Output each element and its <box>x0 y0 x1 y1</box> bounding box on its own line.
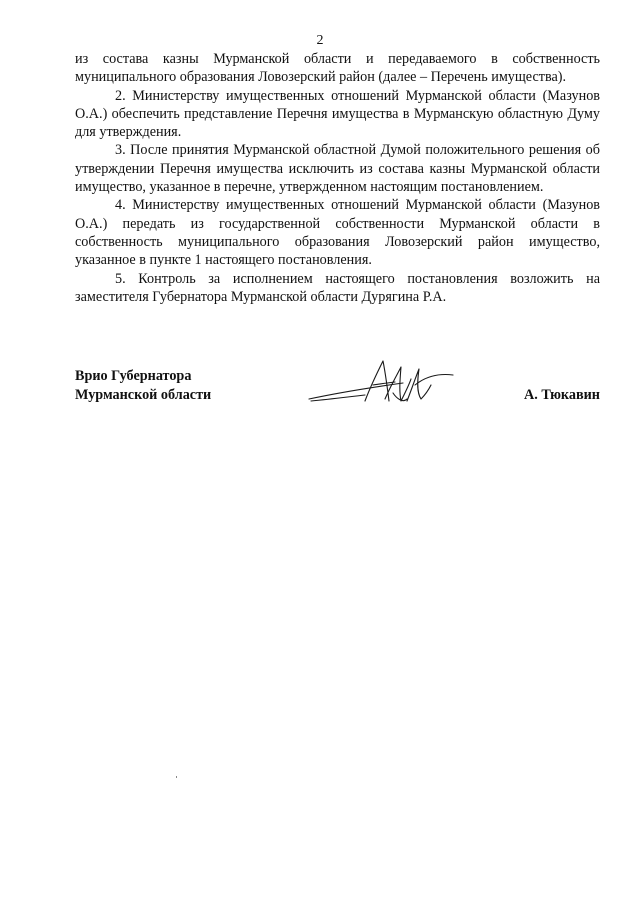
page-number: 2 <box>316 33 324 48</box>
paragraph-item-3: 3. После принятия Мурманской областной Думой положительного решения об утверждении Перечня имущества исключить из состава казны Мурманской области имущество, указанное в перечне, утвержденном настоящим постановлением. <box>75 142 600 196</box>
paragraph-item-4: 4. Министерству имущественных отношений Мурманской области (Мазунов О.А.) передать из государственной собственности Мурманской области в собственность муниципального образования Ловозерский район имущество, указанное в пункте 1 настоящего постановления. <box>75 197 600 269</box>
paragraph-item-5: 5. Контроль за исполнением настоящего постановления возложить на заместителя Губернатора Мурманской области Дурягина Р.А. <box>75 270 600 305</box>
signature-block <box>75 367 600 417</box>
document-body <box>75 50 600 306</box>
handwritten-signature <box>307 355 467 415</box>
paragraph-item-2: 2. Министерству имущественных отношений Мурманской области (Мазунов О.А.) обеспечить представление Перечня имущества в Мурманскую областную Думу для утверждения. <box>75 87 600 141</box>
signatory-position <box>75 367 211 404</box>
position-line-2: Мурманской области <box>75 386 212 403</box>
signatory-name: А. Тюкавин <box>523 386 600 403</box>
position-line-1: Врио Губернатора <box>75 368 192 384</box>
scan-speck <box>176 776 177 778</box>
paragraph-continuation: из состава казны Мурманской области и передаваемого в собственность муниципального образования Ловозерский район (далее – Перечень имущества). <box>75 51 600 86</box>
